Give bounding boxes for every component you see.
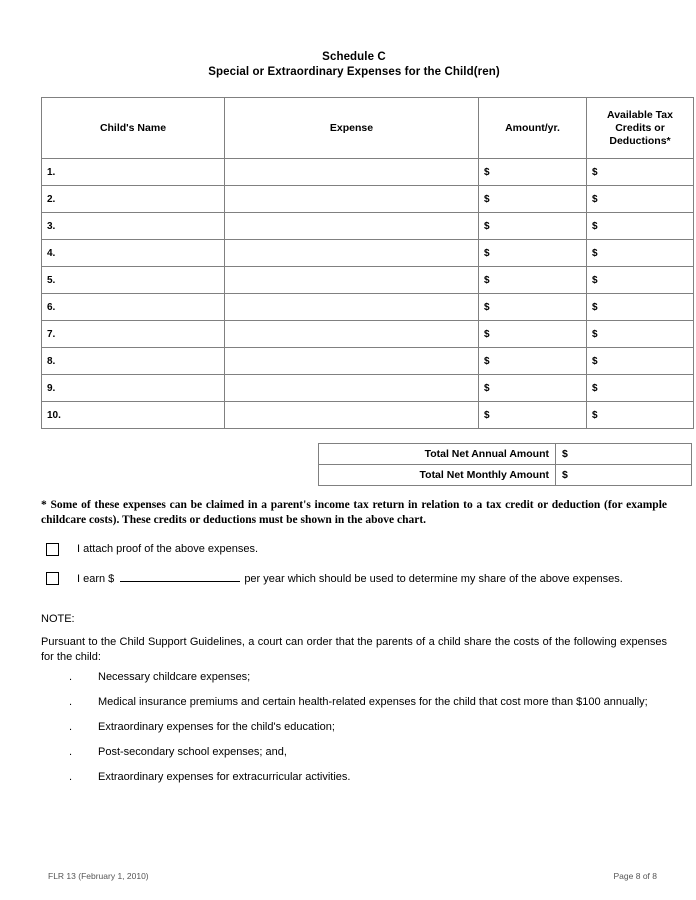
row-expense-input[interactable] (225, 402, 479, 429)
row-number: 3. (42, 213, 225, 240)
row-tax-input[interactable]: $ (587, 240, 694, 267)
list-item (41, 770, 667, 785)
row-tax-input[interactable]: $ (587, 294, 694, 321)
row-amount-input[interactable]: $ (479, 159, 587, 186)
row-expense-input[interactable] (225, 186, 479, 213)
list-item-text: Post-secondary school expenses; and, (98, 746, 287, 758)
header-expense: Expense (225, 98, 479, 159)
header-available-tax-credits: Available Tax Credits or Deductions* (587, 98, 694, 159)
row-tax-input[interactable]: $ (587, 402, 694, 429)
row-number: 2. (42, 186, 225, 213)
expense-table-header (42, 98, 694, 159)
total-net-monthly-row (319, 465, 692, 486)
total-net-annual-label: Total Net Annual Amount (319, 444, 556, 465)
row-number: 1. (42, 159, 225, 186)
bullet-marker-icon: . (69, 696, 73, 708)
row-amount-input[interactable]: $ (479, 375, 587, 402)
footnote-text: * Some of these expenses can be claimed in a parent's income tax return in relation to a tax credit or deduction (for example childcare costs). These credits or deductions must be shown in the above chart. (41, 499, 667, 526)
table-row (42, 321, 694, 348)
row-number: 4. (42, 240, 225, 267)
table-row (42, 402, 694, 429)
list-item (41, 670, 667, 685)
table-row (42, 375, 694, 402)
row-amount-input[interactable]: $ (479, 294, 587, 321)
list-item-text: Extraordinary expenses for the child's education; (98, 721, 335, 733)
table-row (42, 213, 694, 240)
note-heading: NOTE: (41, 613, 75, 625)
header-child-name: Child's Name (42, 98, 225, 159)
table-row (42, 186, 694, 213)
table-row (42, 348, 694, 375)
checkbox-income-prefix: I earn $ (77, 573, 115, 585)
checkbox-row-income[interactable] (46, 570, 623, 586)
row-expense-input[interactable] (225, 213, 479, 240)
row-amount-input[interactable]: $ (479, 321, 587, 348)
footer-page-number: Page 8 of 8 (613, 871, 657, 881)
table-row (42, 294, 694, 321)
expense-table (41, 97, 694, 429)
title-line-subtitle: Special or Extraordinary Expenses for the Child(ren) (208, 66, 500, 78)
list-item (41, 745, 667, 760)
row-amount-input[interactable]: $ (479, 186, 587, 213)
note-body: Pursuant to the Child Support Guidelines, a court can order that the parents of a child share the costs of the following expenses for the child: (41, 636, 667, 663)
row-tax-input[interactable]: $ (587, 267, 694, 294)
list-item-text: Necessary childcare expenses; (98, 671, 251, 683)
row-expense-input[interactable] (225, 267, 479, 294)
total-net-monthly-label: Total Net Monthly Amount (319, 465, 556, 486)
income-amount-blank[interactable] (120, 570, 240, 582)
row-tax-input[interactable]: $ (587, 213, 694, 240)
row-tax-input[interactable]: $ (587, 321, 694, 348)
table-header-row (42, 98, 694, 159)
row-number: 8. (42, 348, 225, 375)
checkbox-attach-proof[interactable] (46, 543, 59, 556)
row-expense-input[interactable] (225, 321, 479, 348)
row-tax-input[interactable]: $ (587, 375, 694, 402)
totals-table (318, 443, 692, 486)
row-tax-input[interactable]: $ (587, 186, 694, 213)
table-row (42, 159, 694, 186)
page-footer (48, 871, 657, 881)
row-expense-input[interactable] (225, 159, 479, 186)
row-amount-input[interactable]: $ (479, 213, 587, 240)
title-line-schedule: Schedule C (322, 51, 386, 63)
list-item (41, 695, 667, 710)
list-item-text: Extraordinary expenses for extracurricular activities. (98, 771, 351, 783)
row-tax-input[interactable]: $ (587, 159, 694, 186)
header-amount-per-year: Amount/yr. (479, 98, 587, 159)
total-net-annual-row (319, 444, 692, 465)
expense-table-body (42, 159, 694, 429)
row-number: 7. (42, 321, 225, 348)
checkbox-row-attach-proof[interactable] (46, 542, 258, 556)
row-amount-input[interactable]: $ (479, 267, 587, 294)
row-tax-input[interactable]: $ (587, 348, 694, 375)
table-row (42, 267, 694, 294)
checkbox-income-suffix: per year which should be used to determine my share of the above expenses. (244, 573, 623, 585)
bullet-marker-icon: . (69, 721, 73, 733)
row-number: 10. (42, 402, 225, 429)
table-row (42, 240, 694, 267)
checkbox-attach-proof-label: I attach proof of the above expenses. (77, 543, 259, 555)
row-expense-input[interactable] (225, 348, 479, 375)
row-number: 5. (42, 267, 225, 294)
bullet-marker-icon: . (69, 746, 73, 758)
checkbox-income[interactable] (46, 572, 59, 585)
list-item-text: Medical insurance premiums and certain health-related expenses for the child that cost more than $100 annually; (98, 696, 648, 708)
total-net-annual-input[interactable]: $ (556, 444, 692, 465)
row-amount-input[interactable]: $ (479, 348, 587, 375)
row-amount-input[interactable]: $ (479, 402, 587, 429)
total-net-monthly-input[interactable]: $ (556, 465, 692, 486)
bullet-marker-icon: . (69, 671, 73, 683)
note-bullet-list (41, 670, 667, 795)
list-item (41, 720, 667, 735)
row-number: 9. (42, 375, 225, 402)
bullet-marker-icon: . (69, 771, 73, 783)
row-expense-input[interactable] (225, 294, 479, 321)
footer-form-id: FLR 13 (February 1, 2010) (48, 871, 149, 881)
row-number: 6. (42, 294, 225, 321)
row-expense-input[interactable] (225, 240, 479, 267)
row-expense-input[interactable] (225, 375, 479, 402)
row-amount-input[interactable]: $ (479, 240, 587, 267)
page-title (41, 50, 667, 80)
